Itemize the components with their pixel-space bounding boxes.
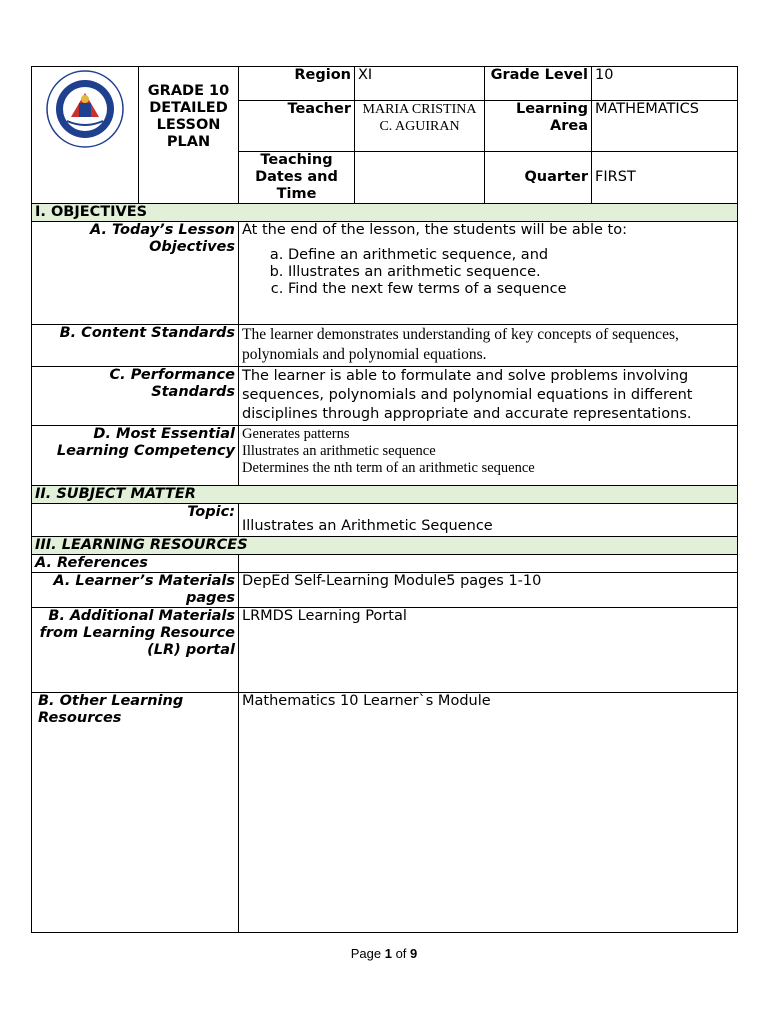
list-item: Determines the nth term of an arithmetic sequence [242, 460, 535, 476]
todays-objectives-content [239, 222, 738, 325]
of-word: of [395, 946, 407, 961]
grade-level-label: Grade Level [485, 67, 592, 101]
list-item: Generates patterns [242, 426, 350, 442]
teaching-dates-label: Teaching Dates and Time [239, 152, 355, 204]
objectives-intro: At the end of the lesson, the students will be able to: [242, 222, 627, 238]
todays-objectives-label: A. Today’s Lesson Objectives [32, 222, 239, 325]
performance-standards-text: The learner is able to formulate and solve problems involving sequences, polynomials and polynomial equations in different disciplines through appropriate and accurate representations. [239, 367, 738, 426]
list-item: a. Define an arithmetic sequence, and [288, 247, 734, 264]
other-resources-label: B. Other Learning Resources [32, 693, 239, 933]
references-label: A. References [32, 555, 239, 573]
learning-area-label: Learning Area [485, 101, 592, 152]
learning-area-value: MATHEMATICS [592, 101, 738, 152]
teacher-label: Teacher [239, 101, 355, 152]
page-total: 9 [410, 946, 418, 961]
additional-materials-value: LRMDS Learning Portal [239, 608, 738, 693]
region-label: Region [239, 67, 355, 101]
objectives-heading: I. OBJECTIVES [32, 204, 738, 222]
page-current: 1 [384, 946, 392, 961]
page-word: Page [350, 946, 382, 961]
teacher-value: MARIA CRISTINA C. AGUIRAN [355, 101, 485, 152]
content-standards-text: The learner demonstrates understanding of key concepts of sequences, polynomials and polynomial equations. [239, 325, 738, 367]
learners-materials-value: DepEd Self-Learning Module5 pages 1-10 [239, 573, 738, 608]
grade-level-value: 10 [592, 67, 738, 101]
quarter-value: FIRST [592, 152, 738, 204]
topic-label: Topic: [32, 504, 239, 537]
list-item: b. Illustrates an arithmetic sequence. [288, 264, 734, 281]
teaching-dates-value [355, 152, 485, 204]
list-item: c. Find the next few terms of a sequence [288, 281, 734, 298]
learners-materials-label: A. Learner’s Materials pages [32, 573, 239, 608]
competency-list [239, 426, 738, 486]
deped-seal-icon [41, 69, 129, 149]
performance-standards-label: C. Performance Standards [32, 367, 239, 426]
lesson-plan-table [31, 66, 738, 933]
page-footer [0, 946, 768, 961]
other-resources-value: Mathematics 10 Learner`s Module [239, 693, 738, 933]
region-value: XI [355, 67, 485, 101]
learning-resources-heading: III. LEARNING RESOURCES [32, 537, 738, 555]
seal-cell [32, 67, 139, 204]
subject-matter-heading: II. SUBJECT MATTER [32, 486, 738, 504]
references-value [239, 555, 738, 573]
content-standards-label: B. Content Standards [32, 325, 239, 367]
objectives-list [242, 247, 734, 298]
topic-value: Illustrates an Arithmetic Sequence [239, 504, 738, 537]
quarter-label: Quarter [485, 152, 592, 204]
list-item: Illustrates an arithmetic sequence [242, 443, 436, 459]
competency-label: D. Most Essential Learning Competency [32, 426, 239, 486]
document-title: GRADE 10 DETAILED LESSON PLAN [139, 67, 239, 204]
additional-materials-label: B. Additional Materials from Learning Resource (LR) portal [32, 608, 239, 693]
